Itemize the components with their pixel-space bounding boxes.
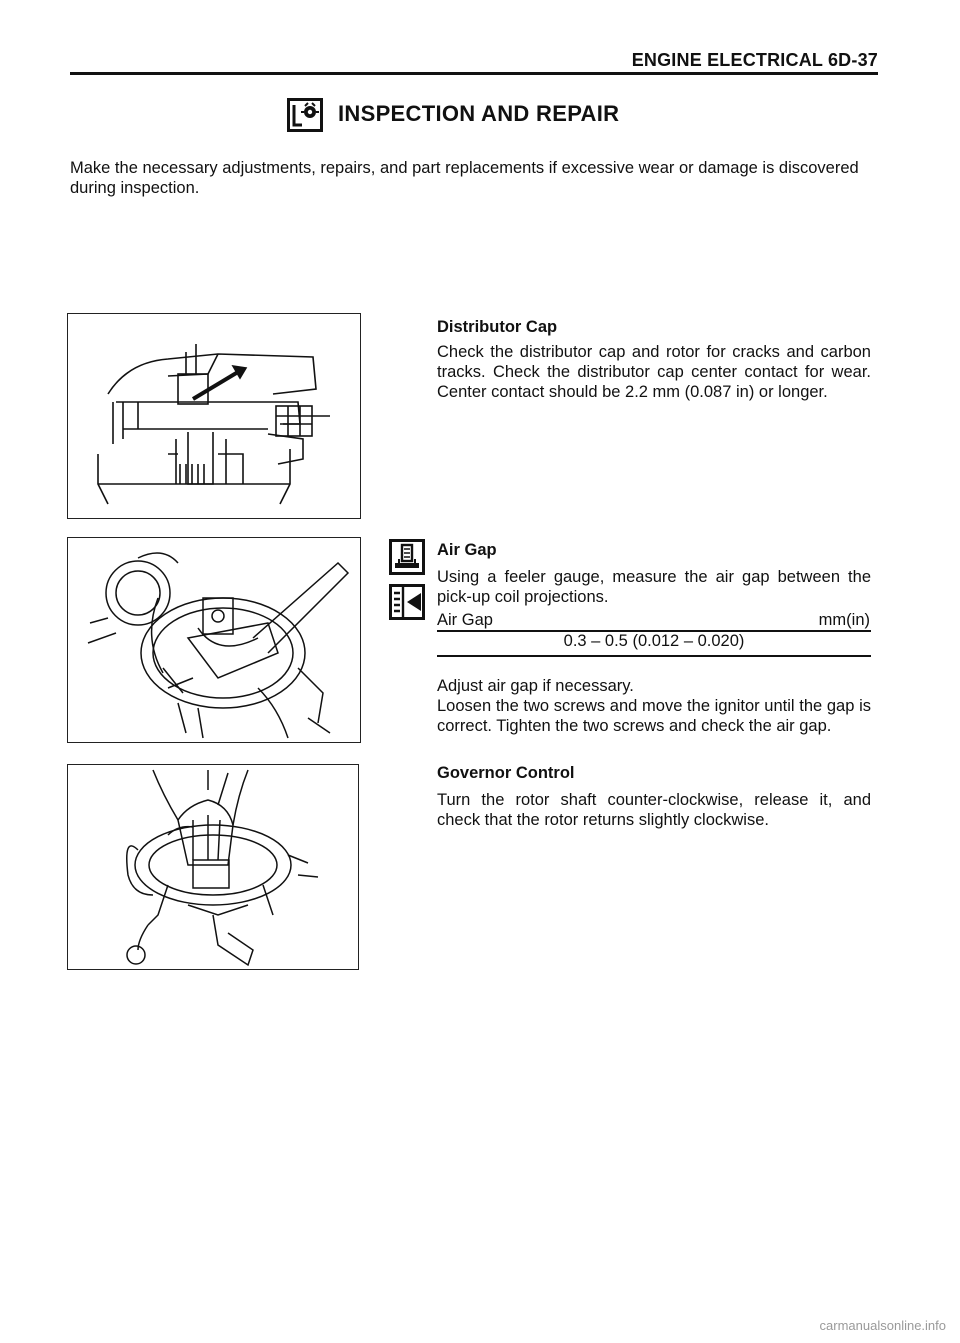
adjust-line-1: Adjust air gap if necessary.: [437, 677, 634, 695]
section-title: INSPECTION AND REPAIR: [338, 101, 620, 126]
measure-icon: [389, 539, 425, 575]
spec-rule-bottom: [437, 655, 871, 657]
distributor-cap-text: Check the distributor cap and rotor for cracks and carbon tracks. Check the distributor cap center contact for wear. Center contact should be 2.2 mm (0.087 in) or longer.: [437, 343, 871, 401]
governor-control-figure: [67, 764, 359, 970]
running-header: ENGINE ELECTRICAL 6D-37: [631, 50, 878, 70]
distributor-cap-figure: [67, 313, 361, 519]
governor-control-heading: Governor Control: [437, 764, 575, 782]
spec-unit: mm(in): [818, 611, 870, 629]
specification-icon: [389, 584, 425, 620]
air-gap-figure: [67, 537, 361, 743]
inspection-icon: [287, 98, 323, 132]
footer-watermark: carmanualsonline.info: [819, 1318, 946, 1333]
air-gap-text: Using a feeler gauge, measure the air gap between the pick-up coil projections.: [437, 568, 871, 606]
governor-control-text: Turn the rotor shaft counter-clockwise, release it, and check that the rotor returns slightly clockwise.: [437, 791, 871, 829]
distributor-cap-heading: Distributor Cap: [437, 318, 558, 336]
header-rule: [70, 72, 878, 75]
intro-paragraph: Make the necessary adjustments, repairs, and part replacements if excessive wear or damage is discovered during inspection.: [70, 159, 859, 197]
adjust-line-2: Loosen the two screws and move the ignitor until the gap is correct. Tighten the two screws and check the air gap.: [437, 697, 871, 735]
air-gap-adjust-text: [437, 676, 871, 736]
spec-label: Air Gap: [437, 611, 493, 629]
spec-value: 0.3 – 0.5 (0.012 – 0.020): [563, 632, 745, 650]
air-gap-heading: Air Gap: [437, 541, 497, 559]
